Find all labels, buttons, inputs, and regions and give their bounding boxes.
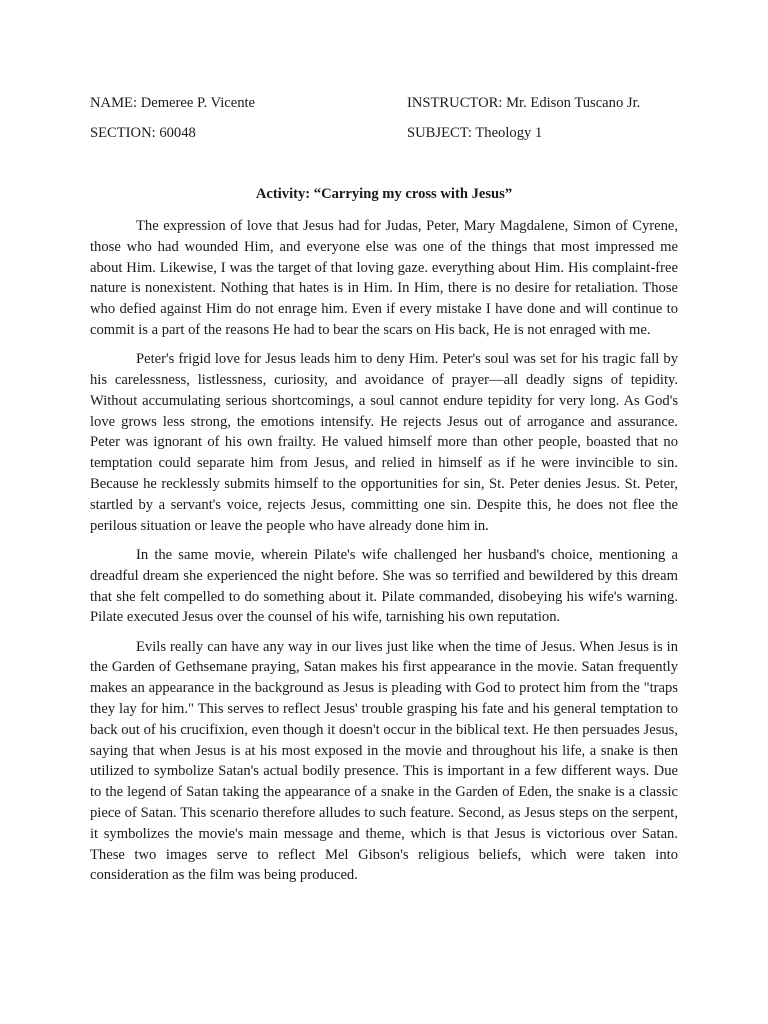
name-line (90, 94, 255, 112)
section-label: SECTION: (90, 125, 156, 141)
paragraph-3: In the same movie, wherein Pilate's wife challenged her husband's choice, mentioning a dreadful dream she experienced the night before. She was so terrified and bewildered by this dream that she felt compelled to do something about it. Pilate commanded, disobeying his wife's warning. Pilate executed Jesus over the counsel of his wife, tarnishing his own reputation. (90, 546, 678, 626)
section-line (90, 124, 196, 142)
instructor-label: INSTRUCTOR: (407, 95, 503, 111)
paragraph-1: The expression of love that Jesus had for Judas, Peter, Mary Magdalene, Simon of Cyrene, those who had wounded Him, and everyone else was one of the things that most impressed me about Him. Likewise, I was the target of that loving gaze. everything about Him. His complaint-free nature is nonexistent. Nothing that hates is in Him. In Him, there is no desire for retaliation. Those who defied against Him do not enrage him. Even if every mistake I have done and will continue to commit is a part of the reasons He had to bear the scars on His back, He is not enraged with me. (90, 218, 678, 338)
instructor-value: Mr. Edison Tuscano Jr. (506, 95, 641, 111)
activity-title: Activity: “Carrying my cross with Jesus” (255, 186, 513, 202)
name-label: NAME: (90, 95, 138, 111)
paragraph-4: Evils really can have any way in our lives just like when the time of Jesus. When Jesus is in the Garden of Gethsemane praying, Satan makes his first appearance in the movie. Satan frequently makes an appearance in the background as Jesus is pleading with God to protect him from the "traps they lay for him." This serves to reflect Jesus' trouble grasping his fate and his general temptation to back out of his crucifixion, even though it doesn't occur in the biblical text. He then persuades Jesus, saying that when Jesus is at his most exposed in the movie and throughout his life, a snake is then utilized to symbolize Satan's actual bodily presence. This is important in a few different ways. Due to the legend of Satan taking the appearance of a snake in the Garden of Eden, the snake is a classic piece of Satan. This scenario therefore alludes to such feature. Second, as Jesus steps on the serpent, it symbolizes the movie's main message and theme, which is that Jesus is victorious over Satan. These two images serve to reflect Mel Gibson's religious beliefs, which were taken into consideration as the film was being produced. (90, 638, 678, 884)
subject-label: SUBJECT: (407, 125, 472, 141)
subject-value: Theology 1 (475, 125, 543, 141)
paragraph-2: Peter's frigid love for Jesus leads him to deny Him. Peter's soul was set for his tragic fall by his carelessness, listlessness, curiosity, and avoidance of prayer—all deadly signs of tepidity. Without accumulating serious shortcomings, a soul cannot endure tepidity for very long. As God's love grows less strong, the emotions intensify. He rejects Jesus out of arrogance and assurance. Peter was ignorant of his own frailty. He valued himself more than other people, boasted that no temptation could separate him from Jesus, and relied in himself as if he were invincible to sin. Because he recklessly submits himself to the opportunities for sin, St. Peter denies Jesus. St. Peter, startled by a servant's voice, rejects Jesus, committing one sin. Despite this, he does not flee the perilous situation or leave the people who have already done him in. (90, 351, 678, 534)
section-value: 60048 (159, 125, 196, 141)
name-value: Demeree P. Vicente (140, 95, 256, 111)
subject-line (407, 124, 542, 142)
instructor-line (407, 94, 640, 112)
essay-body (90, 216, 678, 895)
